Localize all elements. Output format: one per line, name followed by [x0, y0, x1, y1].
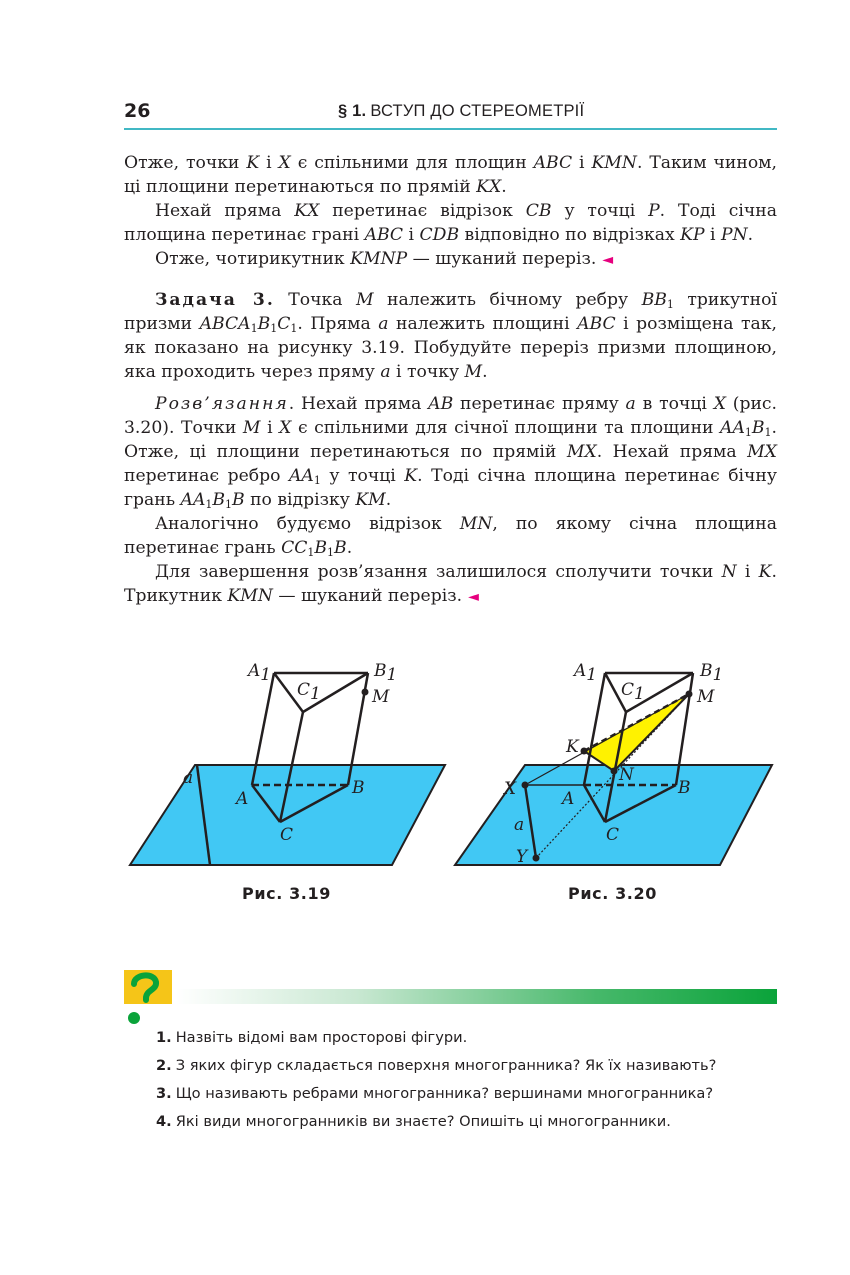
paragraph-3: Отже, чотирикутник KMNP — шуканий переріз. ◄: [155, 249, 614, 269]
caption-fig-3-19: Рис. 3.19: [242, 884, 331, 903]
label-y: Y: [516, 847, 528, 867]
question-icon: [124, 970, 172, 1028]
question-item: 1. Назвіть відомі вам просторові фігури.: [156, 1029, 468, 1046]
point-n: [611, 768, 618, 775]
solution-label: Розв’язання: [155, 394, 289, 414]
prism-section-diagram: [450, 650, 780, 875]
end-of-solution-mark: ◄: [602, 252, 614, 268]
question-item: 2. З яких фігур складається поверхня многогранника? Як їх називають?: [156, 1057, 717, 1074]
point-x: [522, 782, 529, 789]
point-y: [533, 855, 540, 862]
paragraph-7: Для завершення розв’язання залишилося сполучити точки N і K. Трикутник KMN — шуканий переріз. ◄: [124, 562, 777, 606]
point-m: [362, 689, 369, 696]
label-m: M: [372, 687, 390, 707]
paragraph-1: Отже, точки K і X є спільними для площин ABC і KMN. Таким чином, ці площини перетинаються по прямій KX.: [124, 153, 778, 197]
label-c1: C1: [297, 680, 321, 704]
label-k: K: [566, 737, 579, 757]
question-item: 3. Що називають ребрами многогранника? вершинами многогранника?: [156, 1085, 714, 1102]
problem-3: Задача 3. Точка M належить бічному ребру $BB_1$ трикутної призми $ABCA_1B_1C_1$. Пряма a належить площині ABC і розміщена так, як показано на рисунку 3.19. Побудуйте переріз призми площиною, яка проходить через пряму a і точку M.: [124, 290, 778, 382]
figure-3-20: [450, 650, 780, 875]
section-mark: § 1.: [338, 102, 367, 120]
label-b1: B1: [374, 661, 398, 685]
label-a1: A1: [574, 661, 598, 685]
label-line-a: a: [183, 768, 194, 788]
label-a: A: [562, 789, 575, 809]
figure-3-19: [120, 650, 450, 875]
label-n: N: [619, 765, 634, 785]
questions-divider-bar: [176, 989, 777, 1004]
solution-paragraph: Розв’язання. Нехай пряма AB перетинає пряму a в точці X (рис. 3.20). Точки M і X є спільними для січної площини та площини $AA_1B_1$. Отже, ці площини перетинаються по прямій MX. Нехай пряма MX перетинає ребро $AA_1$ у точці K. Тоді січна площина перетинає бічну грань $AA_1B_1B$ по відрізку KM.: [124, 394, 778, 511]
section-title-text: ВСТУП ДО СТЕРЕОМЕТРІЇ: [370, 102, 585, 120]
label-m: M: [697, 687, 715, 707]
paragraph-6: Аналогічно будуємо відрізок MN, по якому січна площина перетинає грань $CC_1B_1B$.: [124, 514, 777, 559]
label-b: B: [352, 778, 365, 798]
label-b1: B1: [700, 661, 724, 685]
label-a: A: [236, 789, 249, 809]
label-c1: C1: [621, 680, 645, 704]
label-b: B: [678, 778, 691, 798]
page-number: 26: [124, 100, 151, 122]
point-m: [686, 691, 693, 698]
prism-diagram: [120, 650, 450, 875]
label-c: C: [606, 825, 620, 845]
section-title: [338, 102, 584, 121]
caption-fig-3-20: Рис. 3.20: [568, 884, 657, 903]
text-block-top: [124, 151, 777, 609]
point-k: [581, 748, 588, 755]
problem-label: Задача 3.: [155, 290, 275, 310]
label-line-a: a: [514, 815, 525, 835]
end-of-solution-mark: ◄: [468, 589, 479, 605]
label-a1: A1: [248, 661, 272, 685]
question-item: 4. Які види многогранників ви знаєте? Опишіть ці многогранники.: [156, 1113, 671, 1130]
questions-list: [156, 1024, 796, 1136]
label-x: X: [504, 779, 517, 799]
paragraph-2: Нехай пряма KX перетинає відрізок CB у точці P. Тоді січна площина перетинає грані ABC і CDB відповідно по відрізках KP і PN.: [124, 201, 777, 245]
page-header: [124, 98, 777, 130]
plane-abc: [130, 765, 445, 865]
label-c: C: [280, 825, 294, 845]
